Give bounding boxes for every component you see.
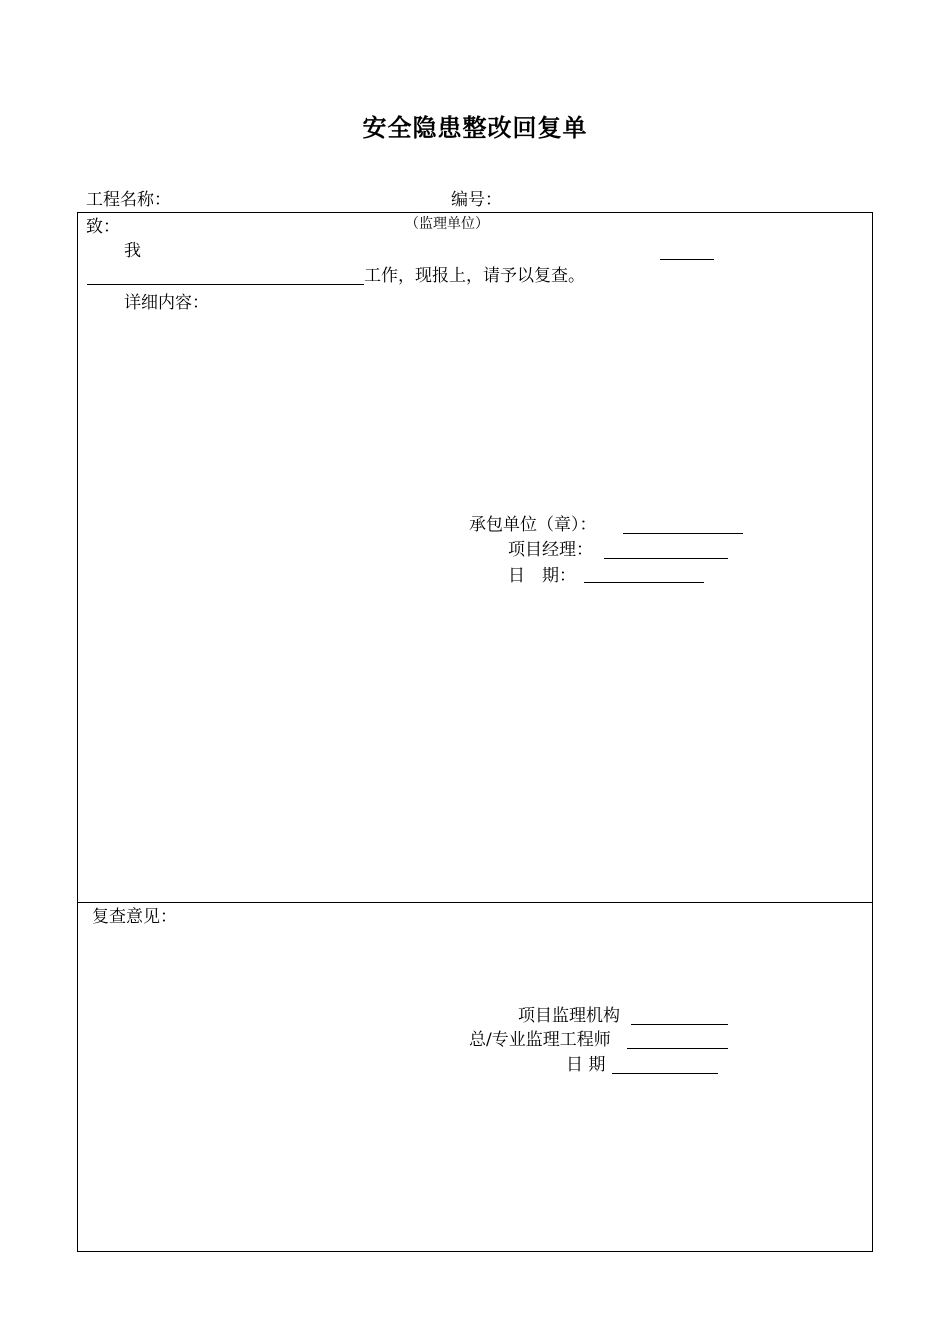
contractor-date-line[interactable] bbox=[584, 582, 704, 583]
contractor-unit-line[interactable] bbox=[623, 533, 743, 534]
blank-line-1[interactable] bbox=[660, 259, 714, 260]
partial-glyph: 我 bbox=[124, 241, 141, 261]
review-date-label: 日 期 bbox=[566, 1055, 606, 1075]
chief-engineer-line[interactable] bbox=[627, 1048, 728, 1049]
supervisor-unit-hint: （监理单位） bbox=[405, 216, 489, 232]
report-text: 工作，现报上，请予以复查。 bbox=[364, 266, 585, 286]
project-name-label: 工程名称： bbox=[86, 190, 171, 210]
supervision-org-label: 项目监理机构 bbox=[518, 1006, 620, 1026]
contractor-date-label: 日 期： bbox=[508, 566, 576, 586]
to-label: 致： bbox=[86, 217, 120, 237]
blank-line-work[interactable] bbox=[87, 284, 364, 285]
document-title: 安全隐患整改回复单 bbox=[362, 113, 588, 142]
review-date-line[interactable] bbox=[612, 1073, 718, 1074]
partial-glyph-clip bbox=[124, 240, 141, 262]
supervision-org-line[interactable] bbox=[631, 1024, 728, 1025]
details-label: 详细内容： bbox=[124, 293, 209, 313]
contractor-section-box bbox=[77, 212, 873, 903]
review-opinion-label: 复查意见： bbox=[92, 907, 177, 927]
chief-engineer-label: 总/专业监理工程师 bbox=[469, 1030, 611, 1050]
supervisor-unit-hint-clip bbox=[405, 216, 515, 232]
number-label: 编号： bbox=[451, 190, 502, 210]
review-section-box bbox=[77, 902, 873, 1252]
project-manager-label: 项目经理： bbox=[508, 540, 593, 560]
contractor-unit-label: 承包单位（章）： bbox=[469, 515, 597, 535]
project-manager-line[interactable] bbox=[604, 558, 728, 559]
